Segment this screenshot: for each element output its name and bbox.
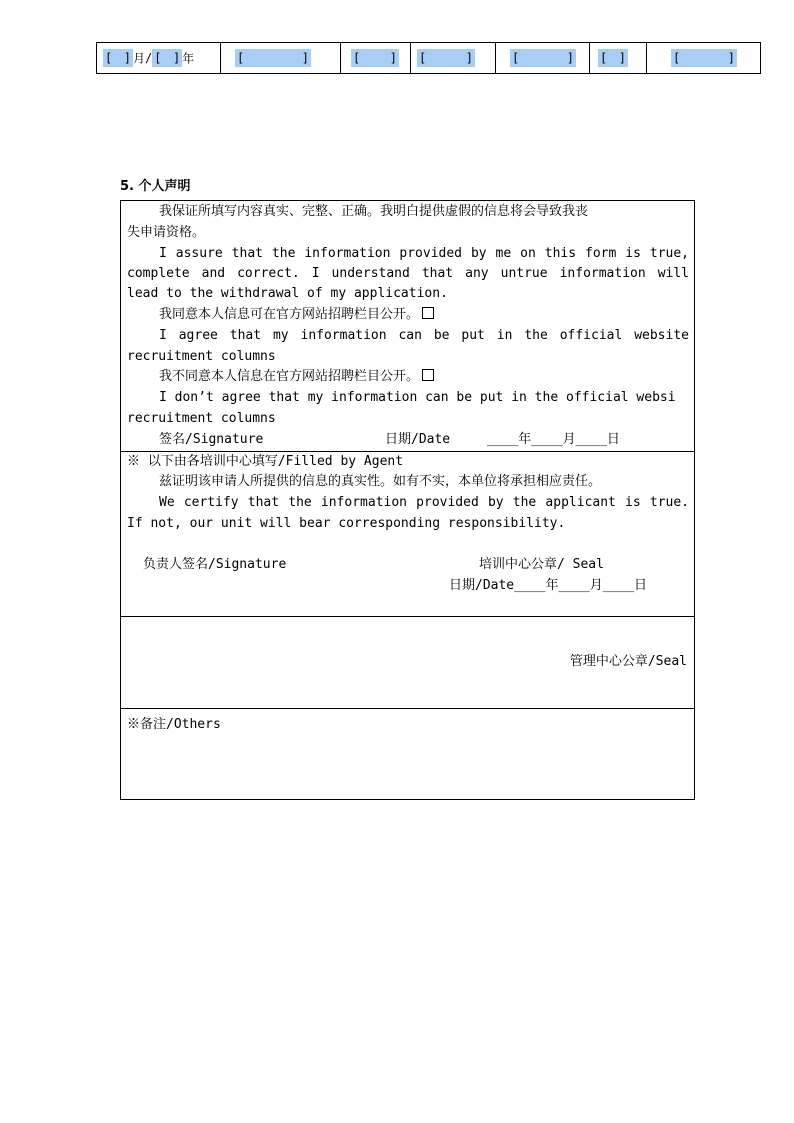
section-title: 5. 个人声明 bbox=[120, 179, 191, 194]
agent-header: ※ 以下由各培训中心填写/Filled by Agent bbox=[127, 454, 404, 469]
table-cell bbox=[647, 43, 761, 74]
disagree-en-line1: I don’t agree that my information can be put in the official websi bbox=[159, 390, 676, 405]
agent-en-line1: We certify that the information provided by the applicant is true. bbox=[159, 495, 689, 510]
table-cell bbox=[221, 43, 341, 74]
table-cell bbox=[411, 43, 496, 74]
agent-signature-label: 负责人签名/Signature bbox=[143, 557, 287, 572]
table-cell bbox=[341, 43, 411, 74]
form-field[interactable]: [ ] bbox=[673, 51, 735, 65]
agent-date-label: 日期/Date____年____月____日 bbox=[449, 578, 648, 593]
agent-seal-label: 培训中心公章/ Seal bbox=[479, 557, 604, 572]
table-cell bbox=[590, 43, 647, 74]
agree-en-line2: recruitment columns bbox=[127, 349, 276, 364]
declaration-en-line3: lead to the withdrawal of my application. bbox=[127, 286, 448, 301]
form-field[interactable]: [ ] bbox=[353, 51, 397, 65]
personal-declaration-box bbox=[120, 200, 695, 452]
agent-zh: 兹证明该申请人所提供的信息的真实性。如有不实，本单位将承担相应责任。 bbox=[159, 474, 602, 489]
month-year-cell: [ ] 月/ [ ] 年 bbox=[97, 43, 221, 74]
table-cell bbox=[496, 43, 590, 74]
date-fill: ____年____月____日 bbox=[487, 432, 620, 447]
management-seal-box bbox=[120, 616, 695, 709]
declaration-en-line1: I assure that the information provided by me on this form is true, bbox=[159, 246, 689, 261]
form-field[interactable]: [ ] bbox=[237, 51, 309, 65]
remarks-box bbox=[120, 708, 695, 800]
agent-section-box bbox=[120, 451, 695, 617]
management-seal-label: 管理中心公章/Seal bbox=[569, 654, 687, 669]
year-field[interactable]: [ ] bbox=[154, 51, 181, 65]
form-field[interactable]: [ ] bbox=[512, 51, 574, 65]
remarks-label: ※备注/Others bbox=[127, 717, 221, 732]
date-label: 日期/Date bbox=[385, 432, 451, 447]
date-fields-row bbox=[96, 42, 761, 74]
form-field[interactable]: [ ] bbox=[419, 51, 473, 65]
agree-checkbox[interactable] bbox=[422, 307, 434, 319]
disagree-zh-line: 我不同意本人信息在官方网站招聘栏目公开。 bbox=[127, 367, 434, 387]
declaration-zh-line1: 我保证所填写内容真实、完整、正确。我明白提供虚假的信息将会导致我丧 bbox=[159, 204, 589, 219]
agent-en-line2: If not, our unit will bear corresponding responsibility. bbox=[127, 516, 566, 531]
disagree-en-line2: recruitment columns bbox=[127, 411, 276, 426]
disagree-checkbox[interactable] bbox=[422, 369, 434, 381]
month-label: 月 bbox=[133, 51, 146, 66]
agree-en-line1: I agree that my information can be put in the official website bbox=[159, 328, 689, 343]
declaration-en-line2: complete and correct. I understand that any untrue information will bbox=[127, 266, 689, 281]
agree-zh-line: 我同意本人信息可在官方网站招聘栏目公开。 bbox=[127, 305, 434, 325]
form-field[interactable]: [ ] bbox=[600, 51, 626, 65]
signature-label: 签名/Signature bbox=[159, 432, 264, 447]
year-label: 年 bbox=[182, 51, 195, 66]
declaration-zh-line2: 失申请资格。 bbox=[127, 225, 206, 240]
month-field[interactable]: [ ] bbox=[105, 51, 131, 65]
